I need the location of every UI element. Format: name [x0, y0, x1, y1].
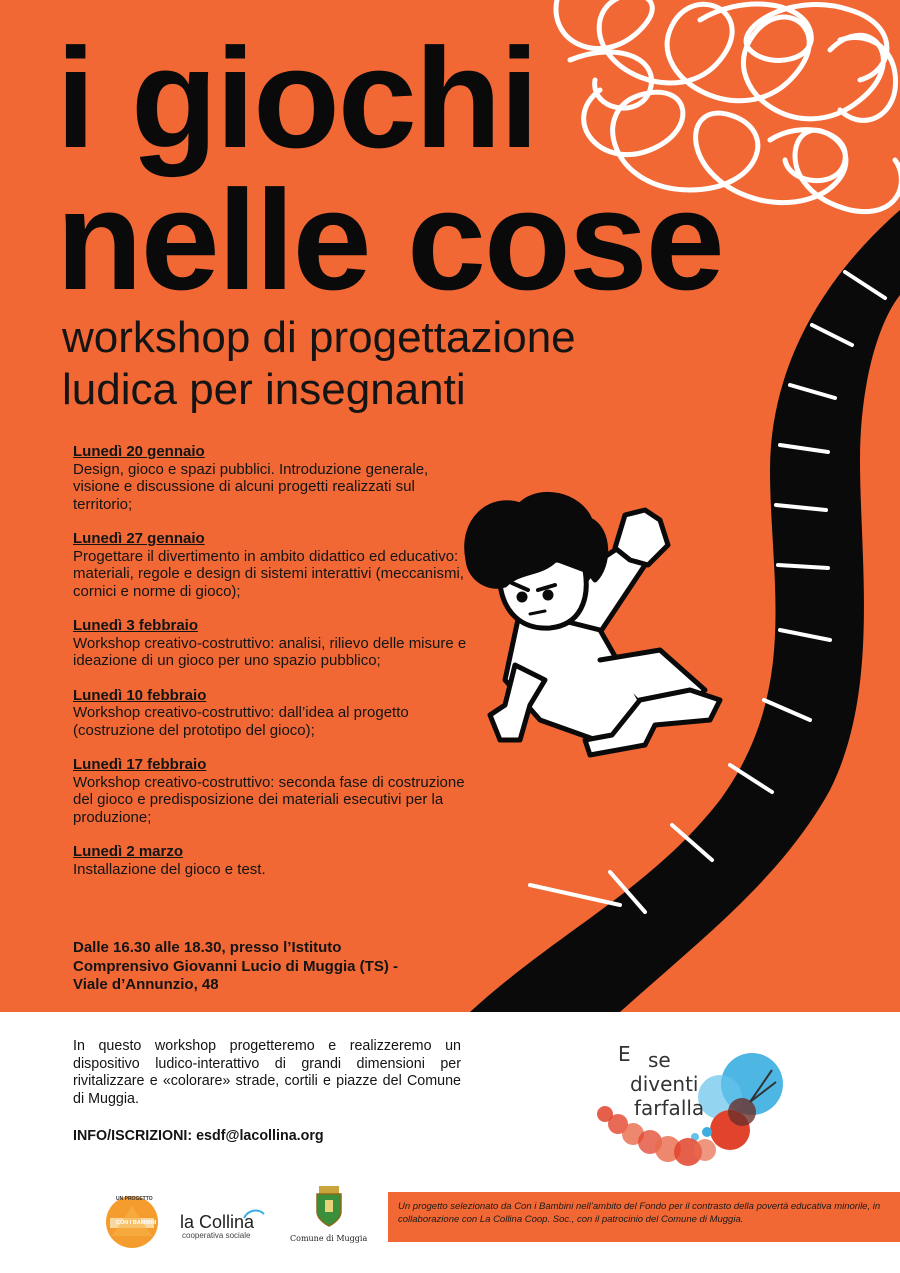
venue-info: Dalle 16.30 alle 18.30, presso l’Istituto Comprensivo Giovanni Lucio di Muggia (TS) - Viale d’Annunzio, 48	[73, 939, 399, 993]
logo-word-diventi: diventi	[630, 1072, 699, 1096]
poster-title-line2: nelle cose	[56, 161, 723, 320]
la-collina-logo	[180, 1208, 270, 1242]
poster-subtitle	[62, 312, 576, 416]
disclaimer: Un progetto selezionato da Con i Bambini nell’ambito del Fondo per il contrasto della povertà educativa minorile, in collaborazione con La Collina Coop. Soc., con il patrocinio del Comune di Muggia.	[388, 1192, 900, 1242]
con-i-bambini-logo	[104, 1192, 160, 1250]
schedule-description: Workshop creativo-costruttivo: seconda fase di costruzione del gioco e predisposizione dei materiali esecutivi per la produzione;	[73, 773, 465, 826]
schedule-item	[73, 617, 473, 670]
comune-label: Comune di Muggia	[290, 1234, 368, 1243]
schedule-date: Lunedì 3 febbraio	[73, 617, 199, 634]
la-collina-name: la Collina	[180, 1212, 255, 1232]
schedule-date: Lunedì 17 febbraio	[73, 756, 207, 773]
schedule-list	[73, 443, 473, 895]
subtitle-line2: ludica per insegnanti	[62, 365, 466, 414]
schedule-item	[73, 687, 473, 740]
schedule-item	[73, 530, 473, 600]
schedule-item	[73, 443, 473, 513]
schedule-description: Workshop creativo-costruttivo: dall’idea al progetto (costruzione del prototipo del gioco);	[73, 704, 409, 739]
schedule-date: Lunedì 2 marzo	[73, 843, 184, 860]
logo-word-e: E	[618, 1042, 631, 1066]
schedule-item	[73, 756, 473, 826]
schedule-item	[73, 843, 473, 878]
logo-word-se: se	[648, 1048, 671, 1072]
e-se-diventi-farfalla-logo	[590, 1042, 800, 1172]
schedule-description: Workshop creativo-costruttivo: analisi, rilievo delle misure e ideazione di un gioco per uno spazio pubblico;	[73, 634, 467, 669]
schedule-date: Lunedì 10 febbraio	[73, 686, 207, 704]
schedule-description: Design, gioco e spazi pubblici. Introduzione generale, visione e discussione di alcuni progetti realizzati sul territorio;	[73, 460, 429, 513]
boy-illustration-icon	[467, 494, 720, 755]
con-i-bambini-small: UN PROGETTO	[116, 1196, 153, 1202]
info-contact: INFO/ISCRIZIONI: esdf@lacollina.org	[73, 1128, 324, 1144]
schedule-description: Progettare il divertimento in ambito didattico ed educativo: materiali, regole e design di sistemi interattivi (meccanismi, cornici e norme di gioco);	[73, 547, 464, 600]
schedule-date: Lunedì 20 gennaio	[73, 443, 205, 460]
subtitle-line1: workshop di progettazione	[62, 313, 576, 362]
la-collina-sub: cooperativa sociale	[182, 1231, 251, 1240]
poster-footer	[0, 1012, 900, 1273]
schedule-date: Lunedì 27 gennaio	[73, 530, 205, 547]
muggia-coat-of-arms-icon	[311, 1184, 347, 1228]
intro-paragraph: In questo workshop progetteremo e realizzeremo un dispositivo ludico-interattivo di grandi dimensioni per rivitalizzare e «colorare» strade, cortili e piazze del Comune di Muggia.	[73, 1038, 461, 1107]
logo-word-farfalla: farfalla	[634, 1096, 705, 1120]
poster-title-line1: i giochi	[56, 19, 537, 178]
schedule-description: Installazione del gioco e test.	[73, 860, 266, 878]
con-i-bambini-name: CON I BAMBINI	[116, 1220, 157, 1226]
comune-di-muggia-logo	[290, 1184, 370, 1246]
